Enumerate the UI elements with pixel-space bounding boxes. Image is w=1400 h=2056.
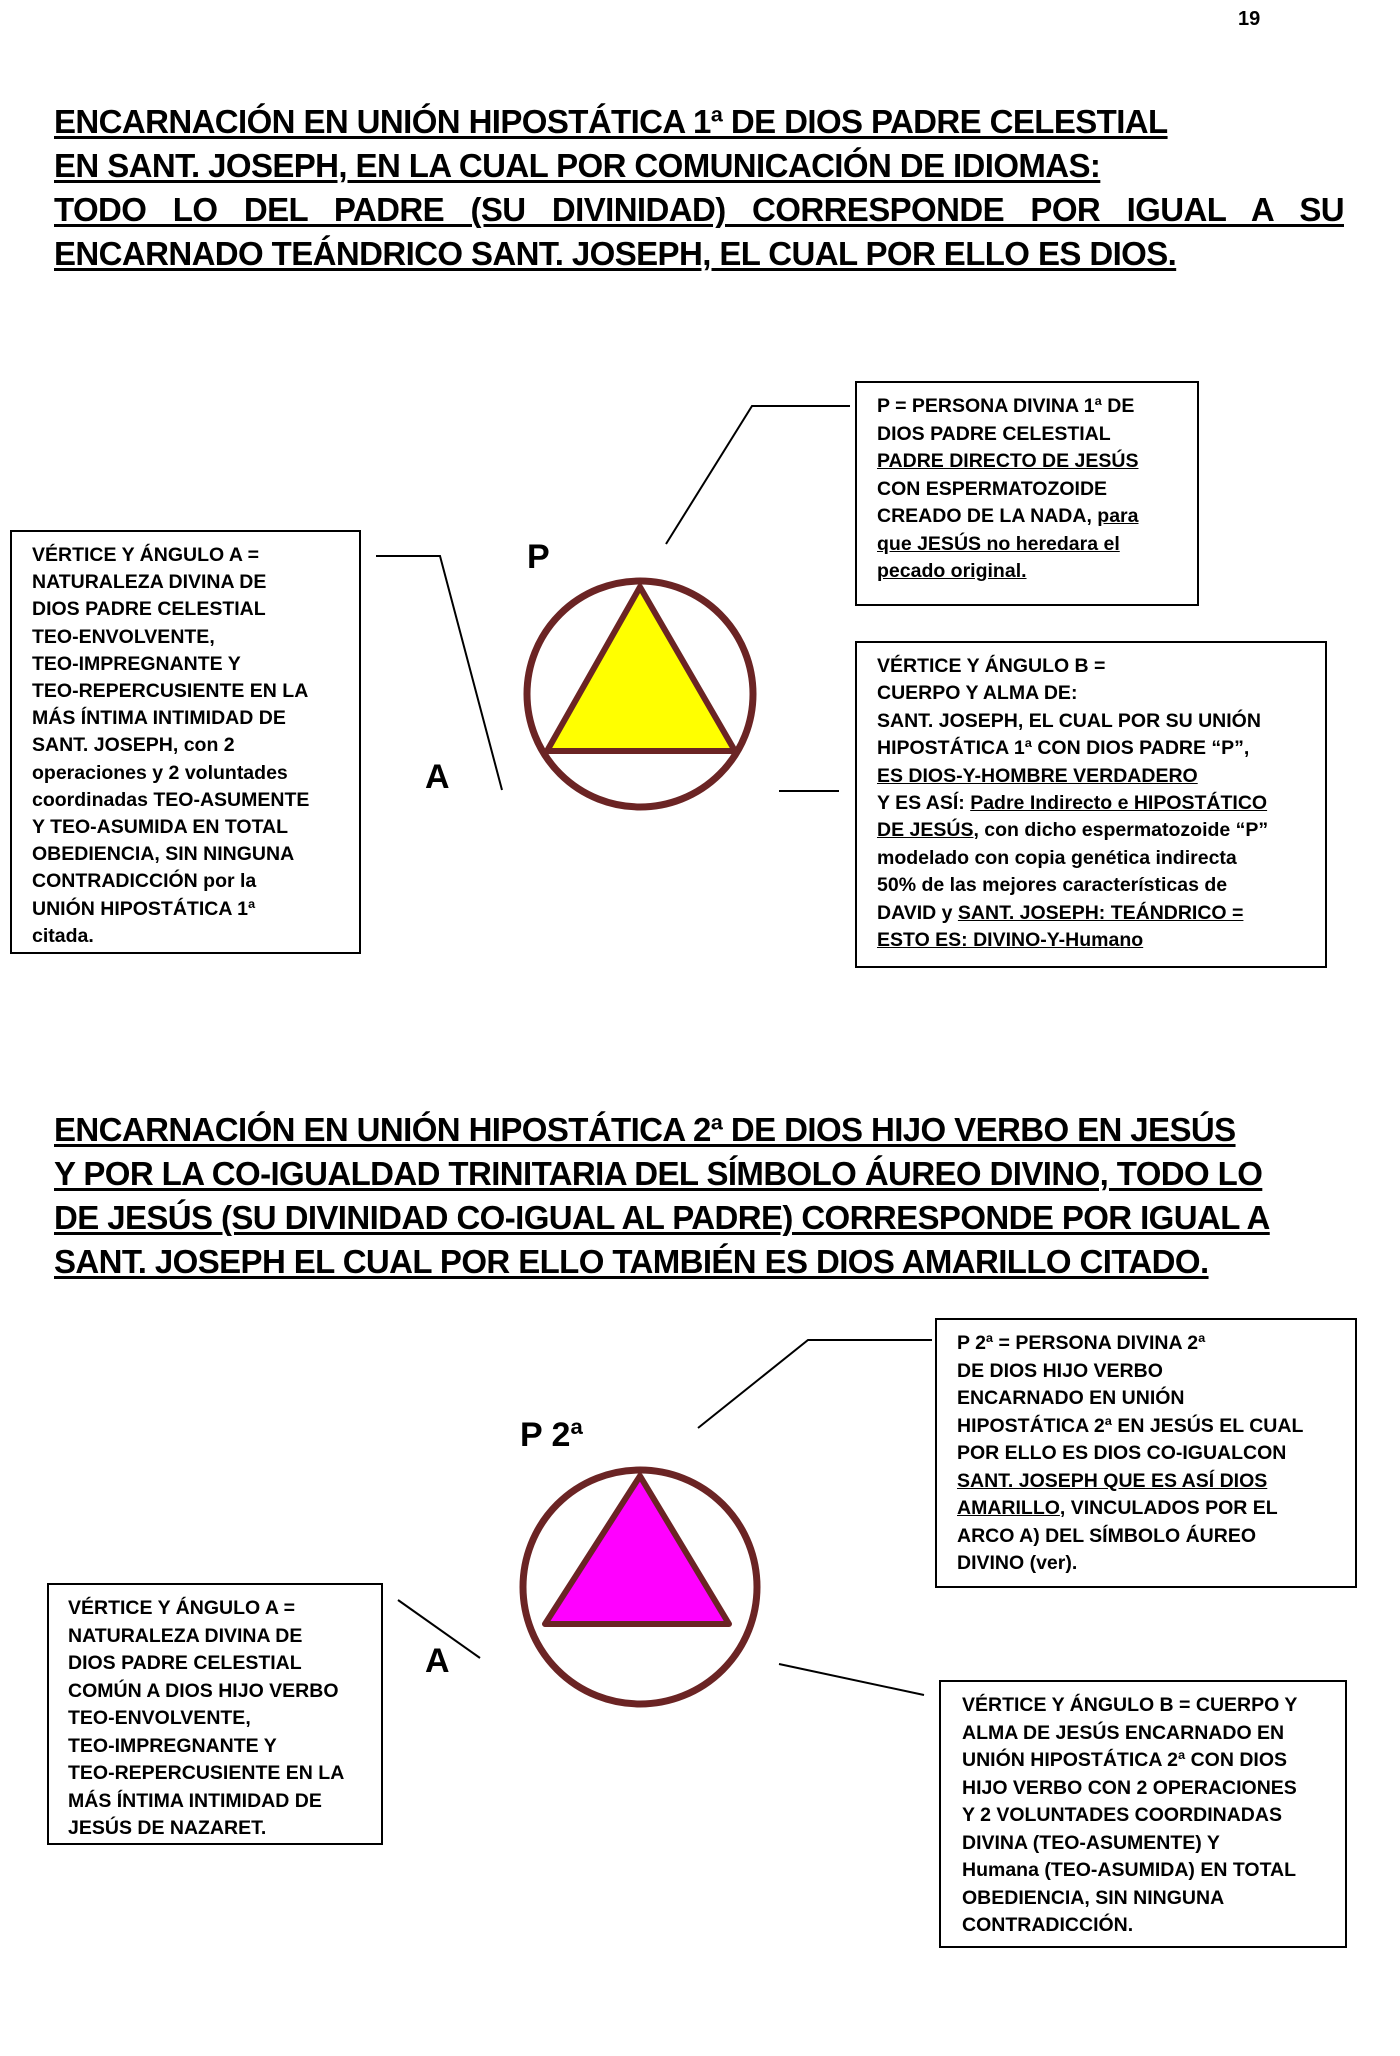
box-line: pecado original. (877, 560, 1027, 582)
box-line (877, 503, 1185, 531)
box-line: ESTO ES: DIVINO-Y-Humano (877, 929, 1144, 952)
box-line: HIJO VERBO CON 2 OPERACIONES (962, 1776, 1297, 1799)
box-line: VÉRTICE Y ÁNGULO A = (32, 544, 260, 566)
box-line: TEO-ENVOLVENTE, (68, 1707, 251, 1729)
box-line (877, 900, 1313, 927)
box-line: P = PERSONA DIVINA 1ª DE (877, 395, 1135, 417)
text-box-a1 (10, 530, 361, 954)
box-line: DIOS PADRE CELESTIAL (68, 1652, 302, 1674)
heading-line: TODO LO DEL PADRE (SU DIVINIDAD) CORRESPONDE POR IGUAL A SU (54, 191, 1344, 228)
box-line: CONTRADICCIÓN por la (32, 870, 257, 893)
box-line: citada. (32, 924, 94, 947)
box-line: NATURALEZA DIVINA DE (32, 571, 267, 594)
box-line: P 2ª = PERSONA DIVINA 2ª (957, 1332, 1206, 1354)
box-line: MÁS ÍNTIMA INTIMIDAD DE (32, 707, 286, 730)
heading-line: Y POR LA CO-IGUALDAD TRINITARIA DEL SÍMBOLO ÁUREO DIVINO, TODO LO (54, 1155, 1263, 1192)
box-line: ARCO A) DEL SÍMBOLO ÁUREO (957, 1524, 1257, 1547)
box-line: ES DIOS-Y-HOMBRE VERDADERO (877, 764, 1198, 787)
box-line: que JESÚS no heredara el (877, 532, 1120, 555)
box-line: OBEDIENCIA, SIN NINGUNA (32, 843, 295, 866)
connector-line-p2 (698, 1340, 932, 1428)
box-text: AMARILLO (957, 1497, 1060, 1519)
connector-line-b2 (779, 1664, 924, 1695)
box-line: HIPOSTÁTICA 2ª EN JESÚS EL CUAL (957, 1414, 1304, 1437)
heading-line: SANT. JOSEPH EL CUAL POR ELLO TAMBIÉN ES DIOS AMARILLO CITADO. (54, 1243, 1209, 1280)
box-line: VÉRTICE Y ÁNGULO B = CUERPO Y (962, 1694, 1298, 1716)
box-line: ENCARNADO EN UNIÓN (957, 1387, 1185, 1409)
box-line: coordinadas TEO-ASUMENTE (32, 788, 310, 811)
box-line: OBEDIENCIA, SIN NINGUNA (962, 1886, 1225, 1909)
box-line: COMÚN A DIOS HIJO VERBO (68, 1679, 339, 1702)
connector-line-a1 (376, 556, 502, 790)
page-number: 19 (1238, 8, 1261, 30)
text-box-b2 (939, 1680, 1347, 1948)
box-line: SANT. JOSEPH, con 2 (32, 734, 235, 757)
box-line: Humana (TEO-ASUMIDA) EN TOTAL (962, 1859, 1297, 1881)
box-text: , VINCULADOS POR EL (1059, 1497, 1278, 1519)
box-line: HIPOSTÁTICA 1ª CON DIOS PADRE “P”, (877, 737, 1250, 760)
box-line: MÁS ÍNTIMA INTIMIDAD DE (68, 1789, 322, 1812)
box-line (957, 1495, 1343, 1523)
box-line: CUERPO Y ALMA DE: (877, 682, 1078, 705)
triangle-1 (547, 587, 735, 751)
heading-line: ENCARNADO TEÁNDRICO SANT. JOSEPH, EL CUAL POR ELLO ES DIOS. (54, 235, 1177, 272)
box-line: UNIÓN HIPOSTÁTICA 1ª (32, 897, 256, 920)
box-line (877, 817, 1313, 844)
box-line: TEO-ENVOLVENTE, (32, 625, 215, 648)
text-box-p2 (935, 1318, 1357, 1588)
box-text: Padre Indirecto e HIPOSTÁTICO (970, 792, 1268, 815)
box-line: JESÚS DE NAZARET. (68, 1817, 267, 1839)
box-line: DIOS PADRE CELESTIAL (877, 422, 1111, 445)
text-box-a2 (47, 1583, 383, 1845)
vertex-label-a1: A (425, 758, 450, 796)
box-text: , con dicho espermatozoide “P” (973, 819, 1269, 842)
text-box-b1 (855, 641, 1327, 968)
heading-line: ENCARNACIÓN EN UNIÓN HIPOSTÁTICA 1ª DE DIOS PADRE CELESTIAL (54, 103, 1168, 140)
box-text: SANT. JOSEPH: TEÁNDRICO = (957, 901, 1244, 924)
vertex-label-a2: A (425, 1642, 450, 1680)
heading-line: DE JESÚS (SU DIVINIDAD CO-IGUAL AL PADRE) CORRESPONDE POR IGUAL A (54, 1199, 1270, 1236)
box-line: CONTRADICCIÓN. (962, 1914, 1134, 1936)
box-line: Y TEO-ASUMIDA EN TOTAL (32, 816, 289, 839)
box-line: Y 2 VOLUNTADES COORDINADAS (962, 1804, 1282, 1826)
text-box-p1 (855, 381, 1199, 606)
vertex-label-p2: P 2ª (520, 1416, 584, 1454)
box-line: CON ESPERMATOZOIDE (877, 477, 1108, 500)
box-line: VÉRTICE Y ÁNGULO B = (877, 655, 1106, 677)
box-text: CREADO DE LA NADA, (877, 505, 1098, 527)
box-line: NATURALEZA DIVINA DE (68, 1624, 303, 1647)
heading-line: ENCARNACIÓN EN UNIÓN HIPOSTÁTICA 2ª DE DIOS HIJO VERBO EN JESÚS (54, 1111, 1236, 1148)
box-line: DIVINA (TEO-ASUMENTE) Y (962, 1831, 1220, 1854)
box-text: para (1097, 505, 1139, 527)
box-line: SANT. JOSEPH QUE ES ASÍ DIOS (957, 1469, 1268, 1492)
box-line: TEO-REPERCUSIENTE EN LA (68, 1762, 345, 1784)
box-line (877, 790, 1313, 817)
box-line: operaciones y 2 voluntades (32, 761, 288, 784)
box-line: SANT. JOSEPH, EL CUAL POR SU UNIÓN (877, 709, 1261, 732)
box-text: DE JESÚS (877, 819, 974, 842)
box-line: UNIÓN HIPOSTÁTICA 2ª CON DIOS (962, 1749, 1288, 1771)
vertex-label-p1: P (527, 538, 550, 576)
section2-heading (54, 1108, 1344, 1284)
box-line: DE DIOS HIJO VERBO (957, 1359, 1163, 1382)
triangle-2 (545, 1476, 729, 1624)
box-line: DIOS PADRE CELESTIAL (32, 598, 266, 621)
box-line: TEO-IMPREGNANTE Y (68, 1734, 277, 1757)
box-line: ALMA DE JESÚS ENCARNADO EN (962, 1721, 1285, 1744)
box-line: modelado con copia genética indirecta (877, 846, 1237, 869)
box-line: POR ELLO ES DIOS CO-IGUALCON (957, 1442, 1287, 1464)
box-text: DAVID y (877, 901, 958, 924)
box-line: DIVINO (ver). (957, 1552, 1078, 1574)
box-line: 50% de las mejores características de (877, 874, 1228, 897)
box-text: Y ES ASÍ: (877, 792, 971, 815)
box-line: TEO-IMPREGNANTE Y (32, 652, 241, 675)
connector-line-p1 (666, 406, 850, 544)
box-line: TEO-REPERCUSIENTE EN LA (32, 680, 309, 703)
box-line: PADRE DIRECTO DE JESÚS (877, 450, 1139, 472)
heading-line: EN SANT. JOSEPH, EN LA CUAL POR COMUNICACIÓN DE IDIOMAS: (54, 147, 1101, 184)
box-line: VÉRTICE Y ÁNGULO A = (68, 1597, 296, 1619)
